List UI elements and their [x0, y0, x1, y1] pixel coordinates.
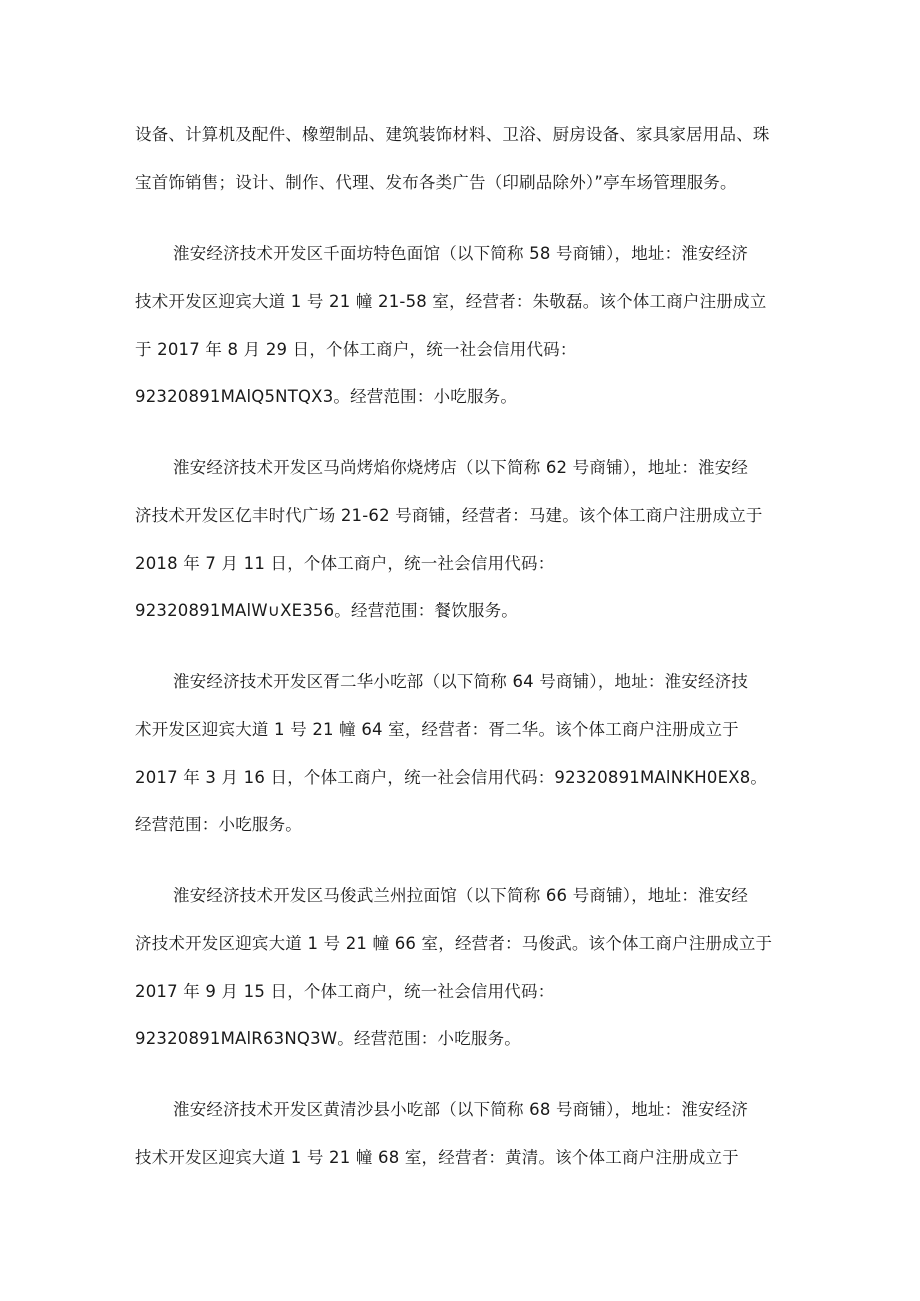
- text-line: 设备、计算机及配件、橡塑制品、建筑装饰材料、卫浴、厨房设备、家具家居用品、珠: [135, 125, 770, 144]
- text-line: 2017 年 9 月 15 日，个体工商户，统一社会信用代码：: [135, 982, 555, 1001]
- text-line: 淮安经济技术开发区黄清沙县小吃部（以下简称 68 号商铺），地址：淮安经济: [173, 1100, 749, 1119]
- text-line: 济技术开发区迎宾大道 1 号 21 幢 66 室，经营者：马俊武。该个体工商户注册成立于: [135, 934, 773, 953]
- text-line: 技术开发区迎宾大道 1 号 21 幢 68 室，经营者：黄清。该个体工商户注册成立于: [135, 1148, 739, 1167]
- text-line: 于 2017 年 8 月 29 日，个体工商户，统一社会信用代码：: [135, 340, 577, 359]
- text-line: 92320891MAlW∪XE356。经营范围：餐饮服务。: [135, 601, 519, 620]
- text-line: 技术开发区迎宾大道 1 号 21 幢 21-58 室，经营者：朱敬磊。该个体工商户注册成立: [135, 292, 767, 311]
- text-line: 淮安经济技术开发区千面坊特色面馆（以下简称 58 号商铺），地址：淮安经济: [173, 244, 749, 263]
- text-line: 2017 年 3 月 16 日，个体工商户，统一社会信用代码：92320891MAlNKH0EX8。: [135, 768, 768, 787]
- text-line: 92320891MAlR63NQ3W。经营范围：小吃服务。: [135, 1029, 521, 1048]
- text-line: 宝首饰销售；设计、制作、代理、发布各类广告（印刷品除外）”亭车场管理服务。: [135, 173, 737, 192]
- text-line: 淮安经济技术开发区胥二华小吃部（以下简称 64 号商铺），地址：淮安经济技: [173, 672, 749, 691]
- text-line: 济技术开发区亿丰时代广场 21-62 号商铺，经营者：马建。该个体工商户注册成立于: [135, 506, 763, 525]
- text-line: 2018 年 7 月 11 日，个体工商户，统一社会信用代码：: [135, 554, 555, 573]
- text-line: 术开发区迎宾大道 1 号 21 幢 64 室，经营者：胥二华。该个体工商户注册成立于: [135, 720, 739, 739]
- text-line: 经营范围：小吃服务。: [135, 815, 302, 834]
- text-line: 淮安经济技术开发区马尚烤焰你烧烤店（以下简称 62 号商铺），地址：淮安经: [173, 458, 749, 477]
- text-line: 92320891MAlQ5NTQX3。经营范围：小吃服务。: [135, 387, 518, 406]
- text-line: 淮安经济技术开发区马俊武兰州拉面馆（以下简称 66 号商铺），地址：淮安经: [173, 886, 749, 905]
